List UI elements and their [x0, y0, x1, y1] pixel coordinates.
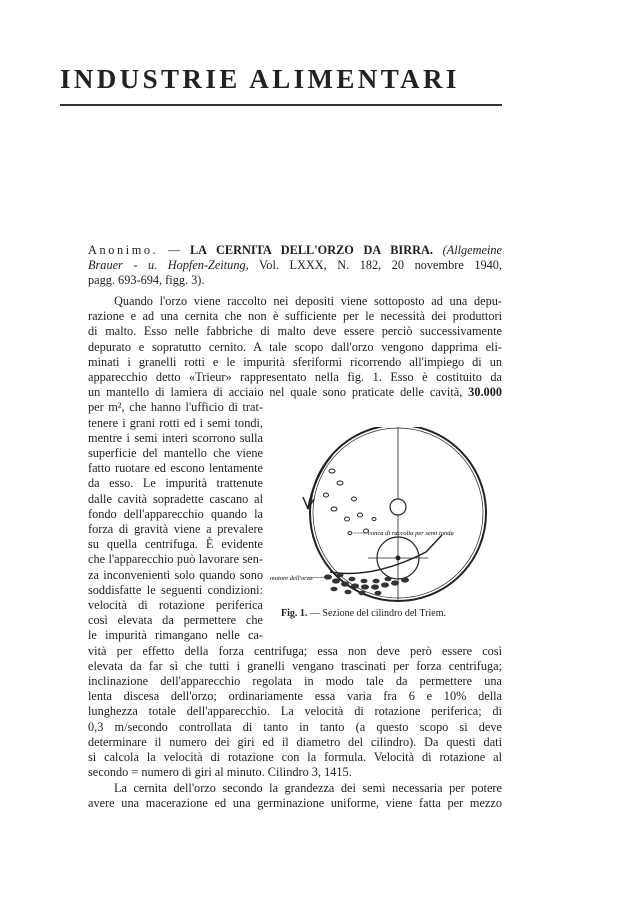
body-line-narrow: che l'apparecchio può lavorare sen- [88, 552, 263, 567]
body-line-narrow: dalle cavità sopradette cascano al [88, 491, 263, 506]
body-line: di malto. Esso nelle fabbriche di malto deve essere perciò successivamente [88, 324, 502, 339]
bold-count: 30.000 [468, 385, 502, 400]
body-line-narrow: forza di gravità viene a prevalere [88, 522, 263, 537]
body-line-narrow: za inconvenienti solo quando sono [88, 567, 263, 582]
citation-journal-cont: Brauer - u. Hopfen-Zeitung, [88, 258, 249, 273]
body-line: vità per effetto della forza centrifuga; essa non deve però essere così [88, 643, 502, 658]
body-line-narrow: soddisfatte le seguenti condizioni: [88, 582, 263, 597]
paragraph-1-top [88, 294, 502, 385]
body-line: elevata da far sì che tutti i granelli vengano trascinati per forza centrifuga; [88, 658, 502, 673]
citation-pages: pagg. 693-694, figg. 3). [88, 273, 205, 288]
body-line-narrow: tenere i grani rotti ed i semi tondi, [88, 415, 263, 430]
citation-author: Anonimo. [88, 243, 159, 257]
citation-details: Vol. LXXX, N. 182, 20 novembre 1940, [259, 258, 502, 273]
body-line-narrow: le impurità rimangano nelle ca- [88, 628, 263, 643]
paragraph-2 [88, 781, 502, 811]
body-line: determinare il numero dei giri ed il diametro del cilindro). Da questi dati [88, 734, 502, 749]
paragraph-1-bottom [88, 644, 502, 766]
body-line-narrow: da esso. Le impurità trattenute [88, 476, 263, 491]
body-line-narrow: su quella centrifuga. È evidente [88, 537, 263, 552]
body-line: 0,3 m/secondo controllata di tanto in tanto (a questo scopo si deve [88, 719, 502, 734]
caption-text: — Sezione del cilindro del Triem. [307, 608, 446, 619]
axis-hub [390, 499, 406, 515]
body-line: Quando l'orzo viene raccolto nei depositi viene sottoposto ad una depu- [114, 294, 502, 308]
caption-label: Fig. 1. [281, 608, 308, 619]
label-motore: motore dell'orzo [270, 575, 313, 582]
body-line: lenta discesa dell'orzo; ordinariamente essa varia fra 6 e 10% della [88, 689, 502, 704]
body-line: lunghezza totale dell'apparecchio. La velocità di rotazione periferica; di [88, 704, 502, 719]
body-line: avere una macerazione ed una germinazione uniforme, viene fatta per mezzo [88, 795, 502, 810]
body-line-narrow: per m², che hanno l'ufficio di trat- [88, 400, 263, 415]
label-conca: conca di raccolta per semi tonda [368, 530, 454, 537]
body-line-narrow: mentre i semi interi scorrono sulla [88, 430, 263, 445]
citation [88, 243, 502, 289]
citation-dash: — [158, 243, 190, 257]
body-last-line: secondo = numero di giri al minuto. Cilindro 3, 1415. [88, 765, 352, 780]
body-line: si calcola la velocità di rotazione con la formula. Velocità di rotazione al [88, 750, 502, 765]
header-rule [60, 104, 502, 106]
citation-line-1 [88, 243, 502, 258]
citation-title: LA CERNITA DELL'ORZO DA BIRRA. [189, 243, 433, 257]
body-line-narrow: fatto ruotare ed escono lentamente [88, 461, 263, 476]
body-line-narrow: così elevata da permettere che [88, 613, 263, 628]
body-line-narrow: fondo dell'apparecchio quando la [88, 506, 263, 521]
body-line: razione e ad una cernita che non è sufficiente per le necessità dei produttori [88, 309, 502, 324]
body-line: minati i granelli rotti e le impurità sferiformi ricorrendo all'impiego di un [88, 354, 502, 369]
grain-seeds [324, 469, 377, 535]
body-line: inclinazione dell'apparecchio regolata in modo tale da permettere una [88, 674, 502, 689]
figure-caption [281, 608, 501, 619]
body-line-narrow: velocità di rotazione periferica [88, 598, 263, 613]
section-header: INDUSTRIE ALIMENTARI [60, 64, 460, 94]
body-line: apparecchio detto «Trieur» rappresentato nella fig. 1. Esso è costituito da [88, 370, 502, 385]
body-line-bold: un mantello di lamiera di acciaio nel quale sono praticate delle cavità, 30.000 [88, 385, 502, 400]
trieur-figure [270, 427, 496, 627]
body-line: depurato e sopratutto cernito. A tale scopo dall'orzo vengono dapprima eli- [88, 339, 502, 354]
citation-journal: (Allgemeine [442, 243, 503, 257]
citation-line-2 [88, 258, 502, 273]
body-line-narrow: superficie del mantello che viene [88, 446, 263, 461]
body-line: La cernita dell'orzo secondo la grandezza dei semi necessaria per potere [114, 780, 502, 795]
